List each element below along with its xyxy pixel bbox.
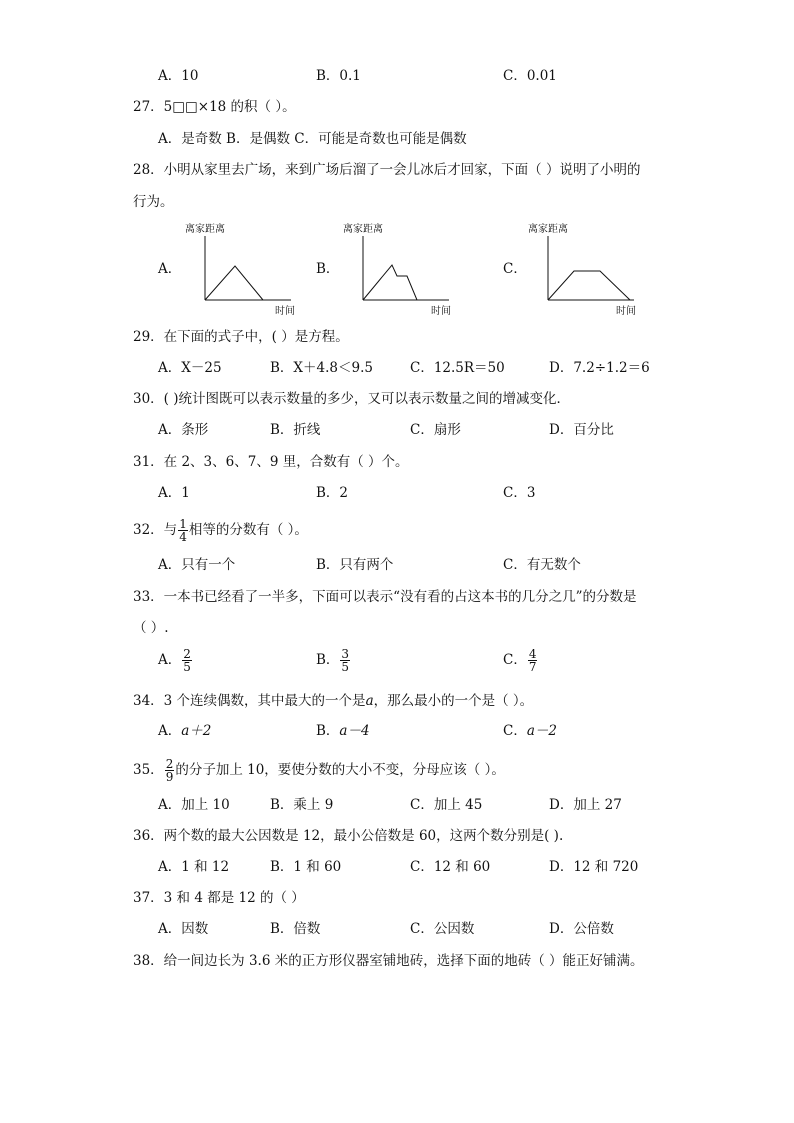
question-29: 29．在下面的式子中，( ）是方程。 bbox=[133, 329, 349, 345]
question-29-option-b[interactable]: B．X＋4.8＜9.5 bbox=[270, 360, 373, 376]
question-37-option-c[interactable]: C．公因数 bbox=[410, 921, 475, 937]
graph-a-xlabel: 时间 bbox=[275, 306, 295, 317]
question-29-option-c[interactable]: C．12.5R＝50 bbox=[410, 360, 505, 376]
question-34: 34．3 个连续偶数，其中最大的一个是a，那么最小的一个是（ ）。 bbox=[133, 693, 534, 709]
question-34-option-c[interactable]: C．a－2 bbox=[503, 723, 557, 739]
question-33-line1: 33．一本书已经看了一半多，下面可以表示“没有看的占这本书的几分之几”的分数是 bbox=[133, 589, 637, 605]
question-31-option-b[interactable]: B．2 bbox=[316, 485, 349, 501]
question-33-option-a[interactable]: A． $\frac{2}{5}$ bbox=[158, 647, 191, 674]
question-36-option-b[interactable]: B．1 和 60 bbox=[270, 859, 342, 875]
question-35-option-b[interactable]: B．乘上 9 bbox=[270, 797, 334, 813]
graph-b-ylabel: 离家距离 bbox=[343, 224, 383, 235]
question-36: 36．两个数的最大公因数是 12，最小公倍数是 60，这两个数分别是( ). bbox=[133, 828, 564, 844]
question-30-option-c[interactable]: C．扇形 bbox=[410, 422, 461, 438]
question-33-option-b[interactable]: B． $\frac{3}{5}$ bbox=[316, 647, 350, 674]
graph-a[interactable] bbox=[183, 220, 303, 320]
question-36-option-c[interactable]: C．12 和 60 bbox=[410, 859, 491, 875]
question-28-line2: 行为。 bbox=[133, 194, 174, 210]
fraction-4-7: $\frac{4}{7}$ bbox=[528, 647, 537, 674]
question-33-line2: （ ）. bbox=[133, 620, 169, 636]
question-32-pre: 32．与 bbox=[133, 522, 178, 538]
question-37: 37．3 和 4 都是 12 的（ ） bbox=[133, 890, 305, 906]
question-37-option-d[interactable]: D．公倍数 bbox=[549, 921, 614, 937]
question-29-option-a[interactable]: A．X－25 bbox=[158, 360, 222, 376]
question-31: 31．在 2、3、6、7、9 里，合数有（ ）个。 bbox=[133, 454, 409, 470]
graph-b[interactable] bbox=[341, 220, 461, 320]
question-27-options[interactable]: A．是奇数 B．是偶数 C．可能是奇数也可能是偶数 bbox=[158, 131, 467, 147]
question-34-option-a[interactable]: A．a＋2 bbox=[158, 723, 212, 739]
fraction-1-4: $\frac{1}{4}$ bbox=[179, 517, 187, 544]
question-31-option-c[interactable]: C．3 bbox=[503, 485, 536, 501]
variable-a: a bbox=[365, 693, 374, 709]
question-28-option-b[interactable]: B． bbox=[316, 261, 340, 277]
question-30: 30．( )统计图既可以表示数量的多少，又可以表示数量之间的增减变化． bbox=[133, 391, 571, 407]
fraction-2-9: $\frac{2}{9}$ bbox=[165, 757, 174, 784]
question-36-option-d[interactable]: D．12 和 720 bbox=[549, 859, 639, 875]
question-32-option-c[interactable]: C．有无数个 bbox=[503, 557, 581, 573]
question-32-post: 相等的分数有（ ）。 bbox=[188, 522, 308, 538]
question-32-option-a[interactable]: A．只有一个 bbox=[158, 557, 236, 573]
graph-b-xlabel: 时间 bbox=[431, 306, 451, 317]
question-34-option-b[interactable]: B．a－4 bbox=[316, 723, 370, 739]
option-b[interactable]: B．0.1 bbox=[316, 68, 361, 84]
fraction-3-5: $\frac{3}{5}$ bbox=[341, 647, 350, 674]
question-35-option-d[interactable]: D．加上 27 bbox=[549, 797, 622, 813]
question-32 bbox=[133, 518, 308, 543]
question-38: 38．给一间边长为 3.6 米的正方形仪器室铺地砖，选择下面的地砖（ ）能正好铺满。 bbox=[133, 953, 644, 969]
graph-c-xlabel: 时间 bbox=[616, 306, 636, 317]
question-30-option-b[interactable]: B．折线 bbox=[270, 422, 321, 438]
question-36-option-a[interactable]: A．1 和 12 bbox=[158, 859, 230, 875]
question-35-option-a[interactable]: A．加上 10 bbox=[158, 797, 230, 813]
question-35: 35． $\frac{2}{9}$ 的分子加上 10，要使分数的大小不变，分母应该（ ）。 bbox=[133, 757, 505, 784]
question-30-option-a[interactable]: A．条形 bbox=[158, 422, 209, 438]
question-35-option-c[interactable]: C．加上 45 bbox=[410, 797, 483, 813]
option-a[interactable]: A．10 bbox=[158, 68, 199, 84]
question-30-option-d[interactable]: D．百分比 bbox=[549, 422, 614, 438]
question-37-option-b[interactable]: B．倍数 bbox=[270, 921, 321, 937]
question-28-option-c[interactable]: C． bbox=[503, 261, 527, 277]
graph-c[interactable] bbox=[526, 220, 646, 320]
question-29-option-d[interactable]: D．7.2÷1.2＝6 bbox=[549, 360, 650, 376]
option-c[interactable]: C．0.01 bbox=[503, 68, 557, 84]
question-31-option-a[interactable]: A．1 bbox=[158, 485, 190, 501]
question-27: 27．5□□×18 的积（ ）。 bbox=[133, 99, 296, 115]
graph-a-ylabel: 离家距离 bbox=[185, 224, 225, 235]
fraction-2-5: $\frac{2}{5}$ bbox=[183, 647, 191, 674]
question-37-option-a[interactable]: A．因数 bbox=[158, 921, 209, 937]
question-28-option-a[interactable]: A． bbox=[158, 261, 182, 277]
graph-c-ylabel: 离家距离 bbox=[528, 224, 568, 235]
question-32-option-b[interactable]: B．只有两个 bbox=[316, 557, 394, 573]
question-28-line1: 28．小明从家里去广场，来到广场后溜了一会儿冰后才回家，下面（ ）说明了小明的 bbox=[133, 162, 641, 178]
question-33-option-c[interactable]: C． $\frac{4}{7}$ bbox=[503, 647, 537, 674]
